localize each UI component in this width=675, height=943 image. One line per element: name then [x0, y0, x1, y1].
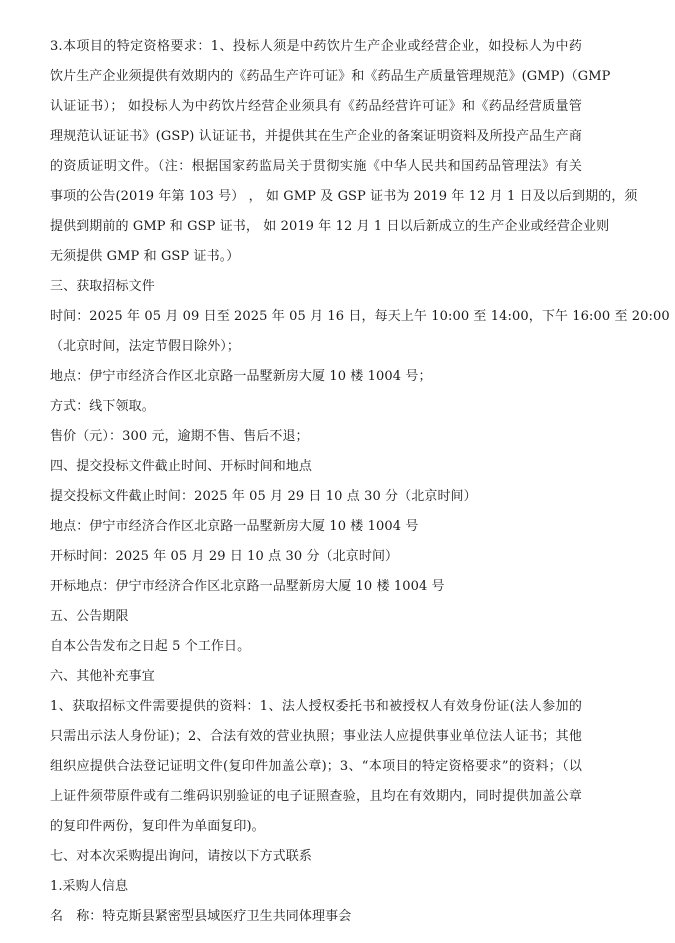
section-6-line-1: 1、获取招标文件需要提供的资料：1、法人授权委托书和被授权人有效身份证(法人参加的	[50, 699, 582, 714]
qualification-line-2: 饮片生产企业须提供有效期内的《药品生产许可证》和《药品生产质量管理规范》(GMP)（GMP	[50, 69, 611, 84]
section-7-heading: 七、对本次采购提出询问，请按以下方式联系	[50, 849, 313, 864]
section-3-location: 地点：伊宁市经济合作区北京路一品墅新房大厦 10 楼 1004 号；	[50, 369, 432, 384]
section-4-open-time: 开标时间：2025 年 05 月 29 日 10 点 30 分（北京时间）	[50, 549, 399, 564]
qualification-line-1: 3.本项目的特定资格要求：1、投标人须是中药饮片生产企业或经营企业，如投标人为中药	[50, 39, 582, 54]
section-6-heading: 六、其他补充事宜	[50, 669, 155, 684]
qualification-line-5: 的资质证明文件。（注：根据国家药监局关于贯彻实施《中华人民共和国药品管理法》有关	[50, 159, 582, 174]
section-3-price: 售价（元）：300 元，逾期不售、售后不退；	[50, 429, 309, 444]
qualification-line-3: 认证证书）； 如投标人为中药饮片经营企业须具有《药品经营许可证》和《药品经营质量管	[50, 99, 582, 114]
section-6-line-5: 的复印件两份，复印件为单面复印)。	[50, 819, 265, 834]
section-6-line-4: 上证件须带原件或有二维码识别验证的电子证照查验，且均在有效期内，同时提供加盖公章	[50, 789, 582, 804]
qualification-line-8: 无须提供 GMP 和 GSP 证书。）	[50, 249, 240, 264]
section-3-time-line-1: 时间：2025 年 05 月 09 日至 2025 年 05 月 16 日，每天上午 10:00 至 14:00，下午 16:00 至 20:00	[50, 309, 670, 324]
section-3-method: 方式：线下领取。	[50, 399, 155, 414]
section-4-heading: 四、提交投标文件截止时间、开标时间和地点	[50, 459, 313, 474]
document-body	[50, 32, 670, 932]
section-6-line-2: 只需出示法人身份证)；2、合法有效的营业执照；事业法人应提供事业单位法人证书；其他	[50, 729, 582, 744]
section-7-name: 名 称：特克斯县紧密型县域医疗卫生共同体理事会	[50, 909, 352, 924]
qualification-line-6: 事项的公告(2019 年第 103 号） ， 如 GMP 及 GSP 证书为 2019 年 12 月 1 日及以后到期的，须	[50, 189, 638, 204]
section-6-line-3: 组织应提供合法登记证明文件(复印件加盖公章)；3、“本项目的特定资格要求”的资料；（以	[50, 759, 582, 774]
section-5-heading: 五、公告期限	[50, 609, 129, 624]
section-3-heading: 三、获取招标文件	[50, 279, 155, 294]
section-7-sub-1: 1.采购人信息	[50, 879, 129, 894]
qualification-line-7: 提供到期前的 GMP 和 GSP 证书， 如 2019 年 12 月 1 日以后新成立的生产企业或经营企业则	[50, 219, 610, 234]
section-4-open-location: 开标地点：伊宁市经济合作区北京路一品墅新房大厦 10 楼 1004 号	[50, 579, 445, 594]
section-4-deadline: 提交投标文件截止时间：2025 年 05 月 29 日 10 点 30 分（北京时间）	[50, 489, 477, 504]
section-4-location: 地点：伊宁市经济合作区北京路一品墅新房大厦 10 楼 1004 号	[50, 519, 419, 534]
section-3-time-line-2: （北京时间，法定节假日除外）；	[50, 339, 241, 354]
qualification-line-4: 理规范认证证书》(GSP) 认证证书，并提供其在生产企业的备案证明资料及所投产品生产商	[50, 129, 582, 144]
section-5-text: 自本公告发布之日起 5 个工作日。	[50, 639, 251, 654]
